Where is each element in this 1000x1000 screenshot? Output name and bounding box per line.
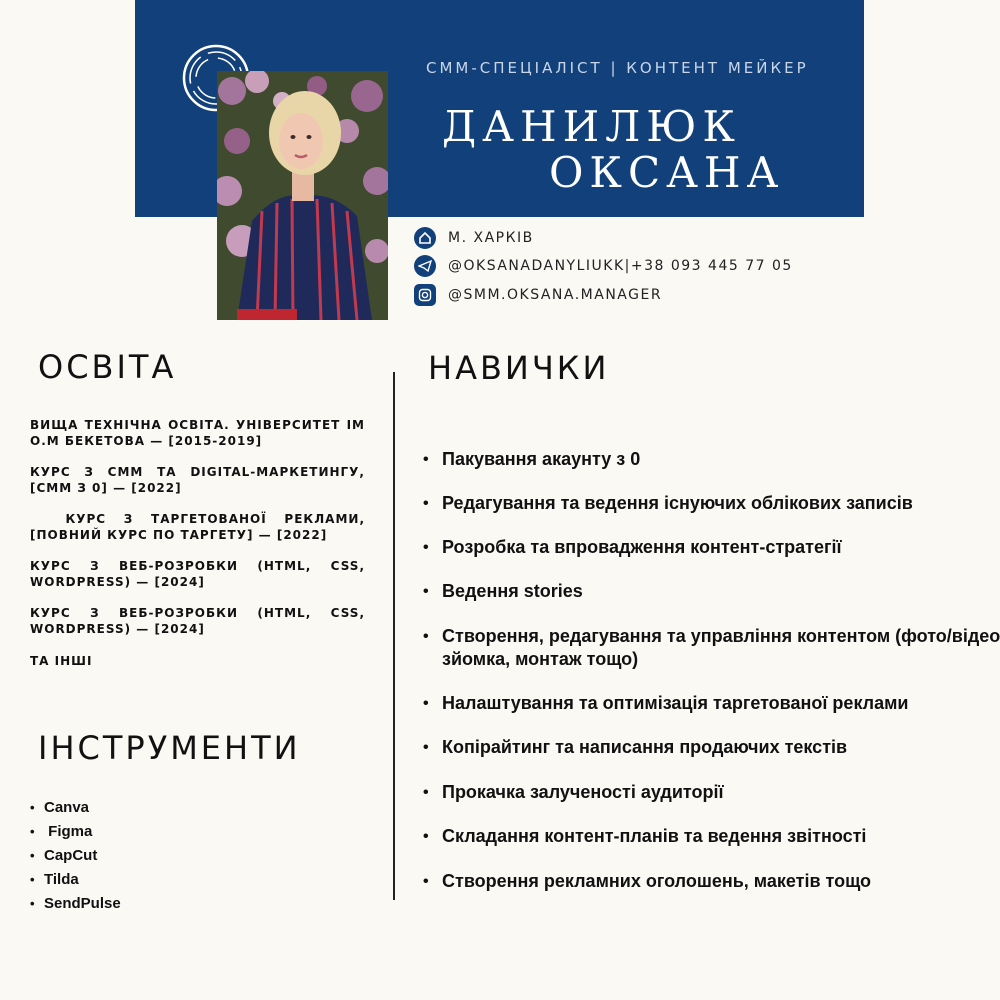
job-title: СММ-СПЕЦІАЛІСТ | КОНТЕНТ МЕЙКЕР bbox=[426, 59, 809, 77]
tool-item: • Tilda bbox=[30, 870, 121, 894]
education-item: ВИЩА ТЕХНІЧНА ОСВІТА. УНІВЕРСИТЕТ ІМ О.М БЕКЕТОВА — [2015-2019] bbox=[30, 418, 365, 448]
city-text: М. ХАРКІВ bbox=[448, 230, 534, 246]
contact-telegram-phone[interactable] bbox=[414, 254, 793, 278]
skill-item: • Копірайтинг та написання продаючих текстів bbox=[423, 736, 1000, 759]
telegram-phone-text: @OKSANADANYLIUKK|+38 093 445 77 05 bbox=[448, 258, 793, 274]
education-heading: ОСВІТА bbox=[38, 348, 177, 386]
tool-item: • Canva bbox=[30, 798, 121, 822]
education-item: ТА ІНШІ bbox=[30, 654, 93, 668]
column-divider bbox=[393, 372, 395, 900]
contact-city bbox=[414, 226, 534, 250]
education-item: КУРС З ВЕБ-РОЗРОБКИ (HTML, CSS, WORDPRESS) — [2024] bbox=[30, 606, 365, 636]
education-item: КУРС З ТАРГЕТОВАНОЇ РЕКЛАМИ, [ПОВНИЙ КУРС ПО ТАРГЕТУ] — [2022] bbox=[30, 512, 371, 542]
skills-heading: НАВИЧКИ bbox=[428, 349, 610, 387]
contact-instagram[interactable] bbox=[414, 283, 662, 307]
skill-item: • Складання контент-планів та ведення звітності bbox=[423, 825, 1000, 848]
skill-item: • Редагування та ведення існуючих облікових записів bbox=[423, 492, 1000, 515]
skill-item: • Налаштування та оптимізація таргетованої реклами bbox=[423, 692, 1000, 715]
skill-item: • Ведення stories bbox=[423, 580, 1000, 603]
tools-heading: ІНСТРУМЕНТИ bbox=[38, 729, 301, 767]
home-icon bbox=[414, 227, 436, 249]
last-name: ДАНИЛЮК bbox=[442, 102, 741, 151]
tool-item: • CapCut bbox=[30, 846, 121, 870]
instagram-text: @SMM.OKSANA.MANAGER bbox=[448, 287, 663, 303]
tool-item: • Figma bbox=[30, 822, 121, 846]
telegram-icon bbox=[414, 255, 436, 277]
profile-photo bbox=[217, 71, 388, 320]
education-item: КУРС З ВЕБ-РОЗРОБКИ (HTML, CSS, WORDPRESS) — [2024] bbox=[30, 559, 365, 589]
tools-list bbox=[30, 798, 121, 918]
skill-item: • Прокачка залученості аудиторії bbox=[423, 781, 1000, 804]
instagram-icon bbox=[414, 284, 436, 306]
skill-item: • Розробка та впровадження контент-стратегії bbox=[423, 536, 1000, 559]
first-name: ОКСАНА bbox=[549, 148, 785, 197]
skill-item: • Створення рекламних оголошень, макетів тощо bbox=[423, 870, 1000, 893]
skill-item: • Пакування акаунту з 0 bbox=[423, 448, 1000, 471]
skill-item: • Створення, редагування та управління контентом (фото/відео зйомка, монтаж тощо) bbox=[423, 625, 1000, 671]
tool-item: • SendPulse bbox=[30, 894, 121, 918]
education-item: КУРС З СММ ТА DIGITAL-МАРКЕТИНГУ, [СММ З 0] — [2022] bbox=[30, 465, 365, 495]
